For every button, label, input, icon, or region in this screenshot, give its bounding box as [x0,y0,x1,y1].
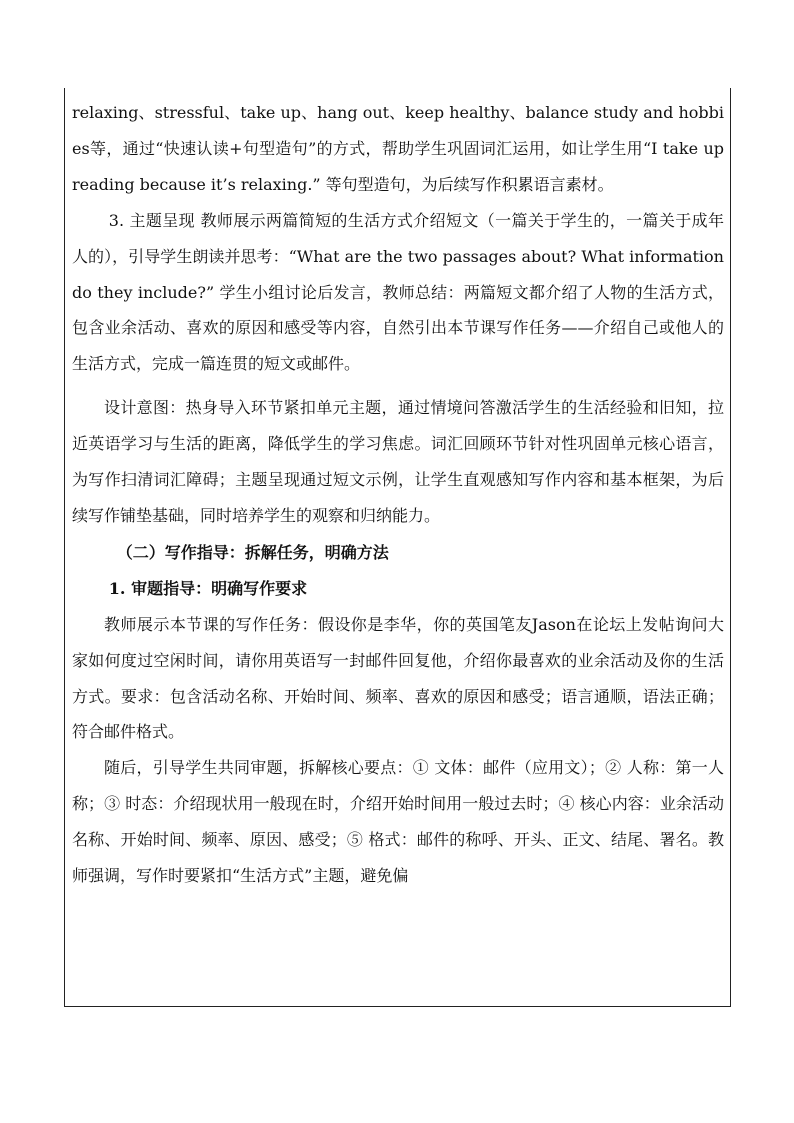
paragraph-topic-presentation: 3. 主题呈现 教师展示两篇简短的生活方式介绍短文（一篇关于学生的，一篇关于成年人的），引导学生朗读并思考：“What are the two passages about? What information do they include?” 学生小组讨论后发言，教师总结：两篇短文都介绍了人物的生活方式，包含业余活动、喜欢的原因和感受等内容，自然引出本节课写作任务——介绍自己或他人的生活方式，完成一篇连贯的短文或邮件。 [72,210,724,374]
subsection-heading-task-analysis: 1. 审题指导：明确写作要求 [108,578,308,598]
paragraph-vocabulary-review: relaxing、stressful、take up、hang out、keep healthy、balance study and hobbies等，通过“快速认读+句型造句”的方式，帮助学生巩固词汇运用，如让学生用“I take up reading because it’s relaxing.” 等句型造句，为后续写作积累语言素材。 [72,103,724,194]
document-body [72,95,724,894]
paragraph-design-intent: 设计意图：热身导入环节紧扣单元主题，通过情境问答激活学生的生活经验和旧知，拉近英语学习与生活的距离，降低学生的学习焦虑。词汇回顾环节针对性巩固单元核心语言，为写作扫清词汇障碍；主题呈现通过短文示例，让学生直观感知写作内容和基本框架，为后续写作铺垫基础，同时培养学生的观察和归纳能力。 [72,398,724,525]
section-heading-writing-guidance: （二）写作指导：拆解任务，明确方法 [116,542,389,562]
paragraph-key-points: 随后，引导学生共同审题，拆解核心要点：① 文体：邮件（应用文）；② 人称：第一人称；③ 时态：介绍现状用一般现在时，介绍开始时间用一般过去时；④ 核心内容：业余活动名称、开始时间、频率、原因、感受；⑤ 格式：邮件的称呼、开头、正文、结尾、署名。教师强调，写作时要紧扣“生活方式”主题，避免偏 [72,758,724,886]
paragraph-writing-task: 教师展示本节课的写作任务：假设你是李华，你的英国笔友Jason在论坛上发帖询问大家如何度过空闲时间，请你用英语写一封邮件回复他，介绍你最喜欢的业余活动及你的生活方式。要求：包含活动名称、开始时间、频率、喜欢的原因和感受；语言通顺，语法正确；符合邮件格式。 [72,614,724,742]
